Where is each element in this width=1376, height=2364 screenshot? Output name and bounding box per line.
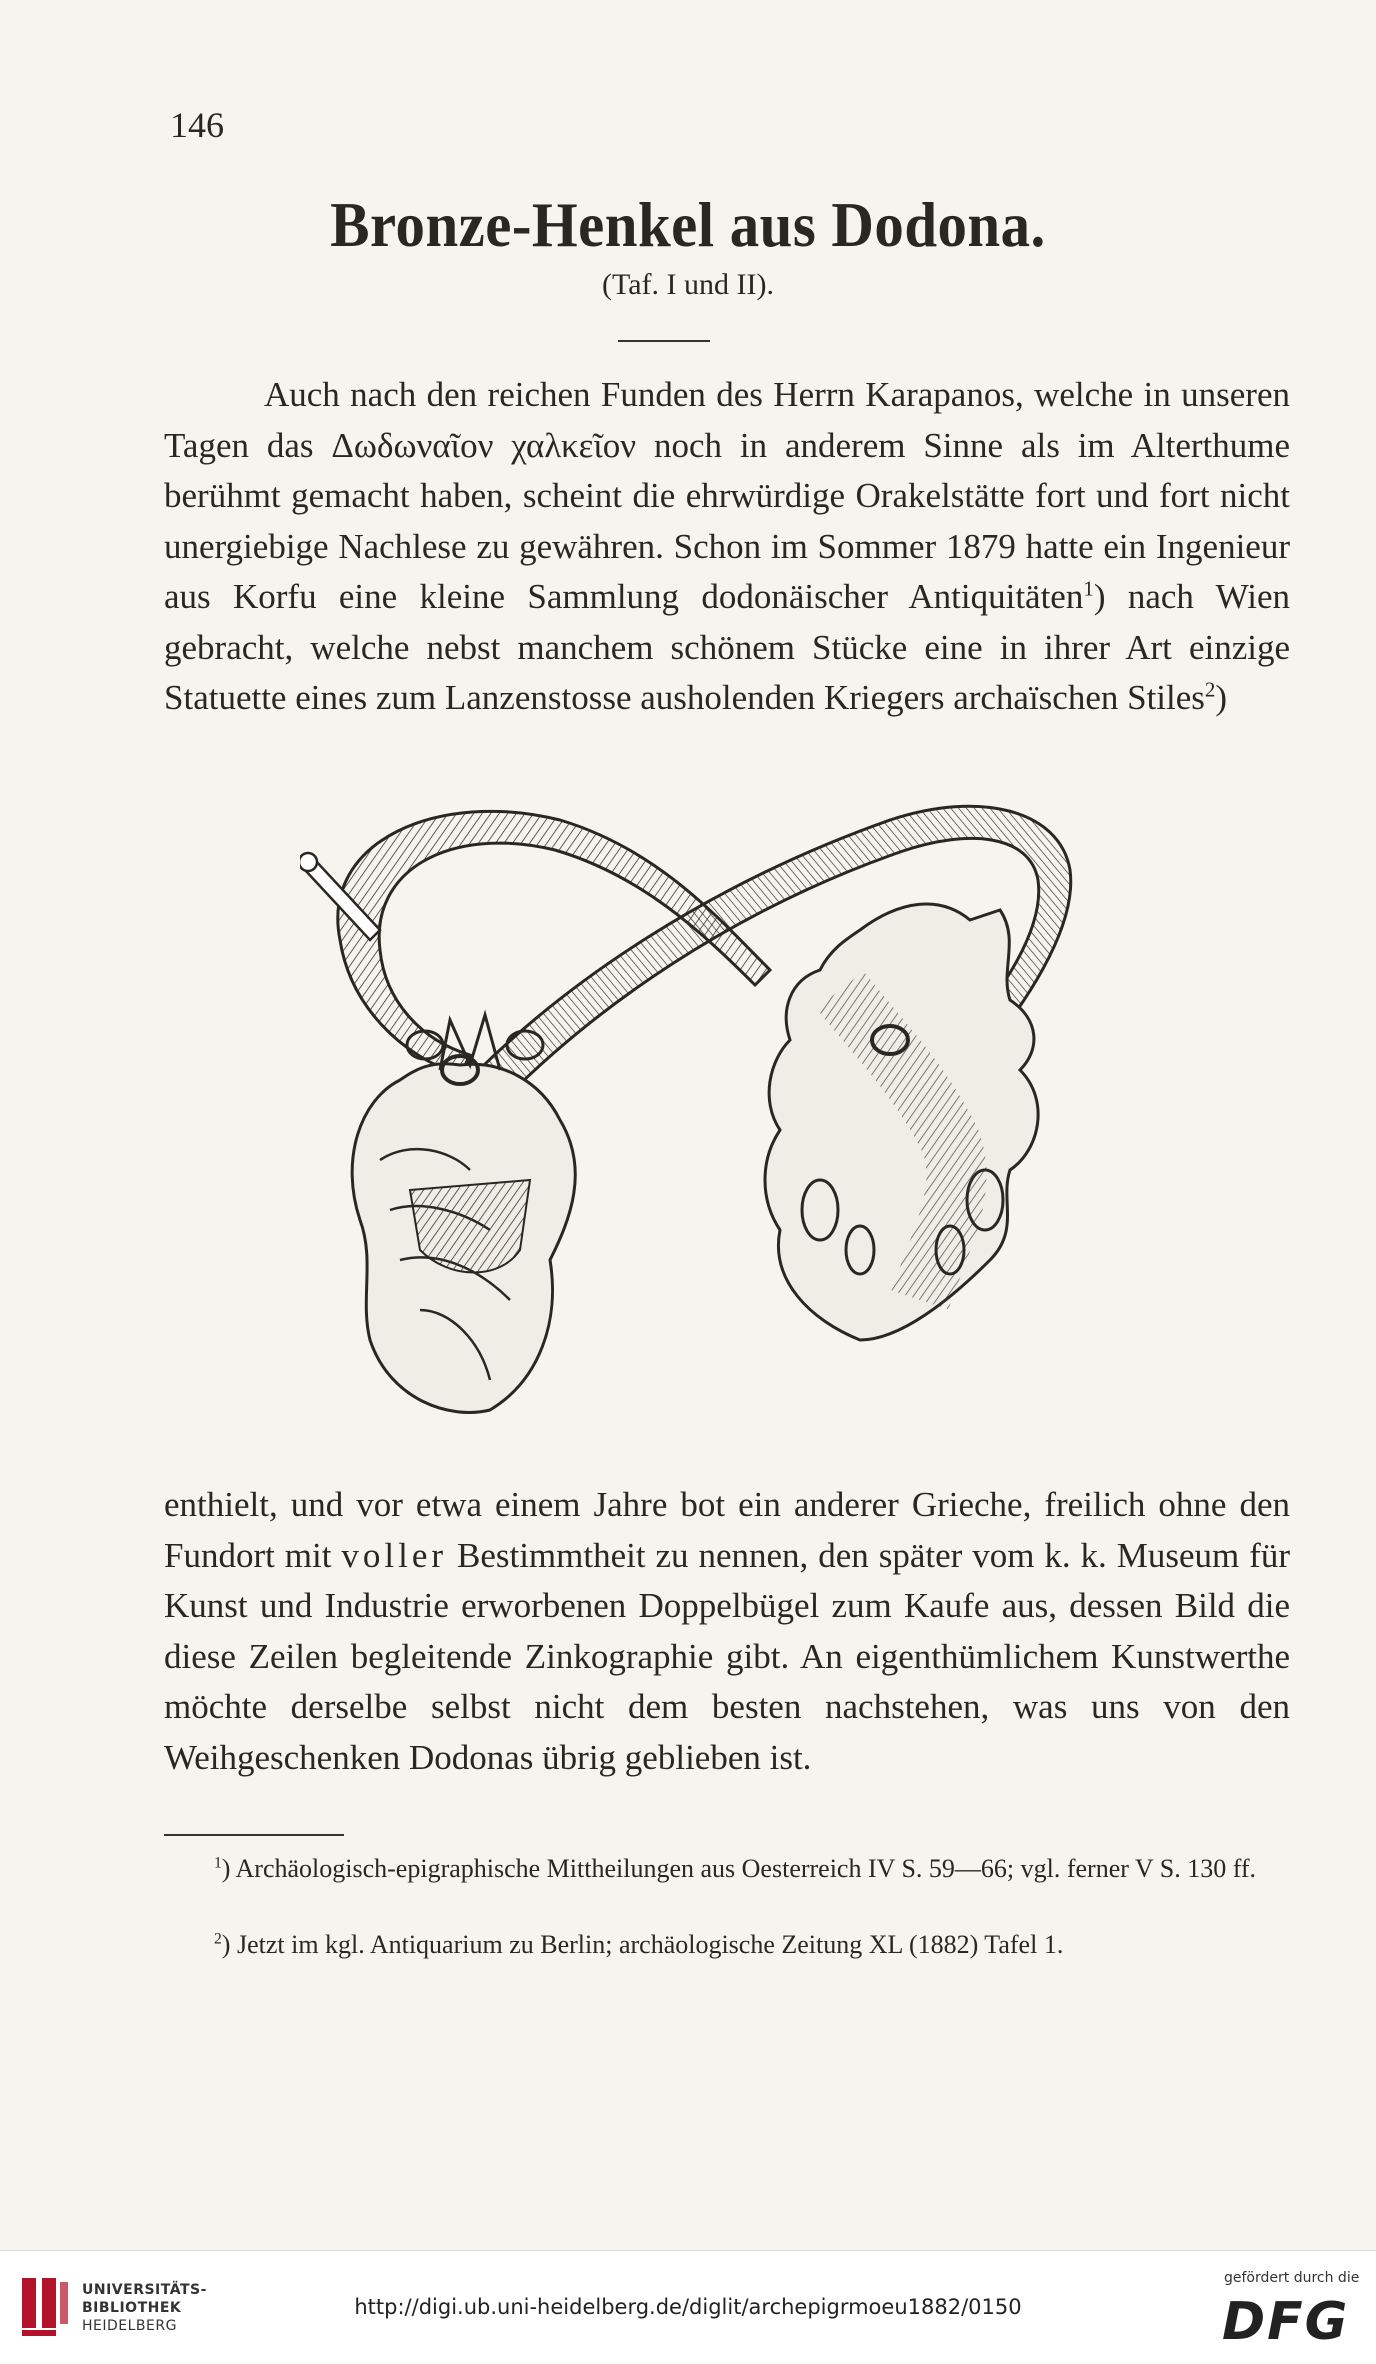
footnote-1-marker: 1	[214, 1854, 222, 1872]
paragraph-1-text-c: )	[1215, 678, 1228, 717]
paragraph-1-text-b: ) nach Wien gebracht, welche nebst manchem schönem Stücke eine in ihrer Art einzige Statuette eines zum Lanzenstosse ausholenden Kriegers archaïschen Stiles	[164, 577, 1291, 717]
footnote-divider	[164, 1834, 344, 1836]
university-name-line2: BIBLIOTHEK	[82, 2300, 182, 2316]
footnote-ref-2[interactable]: 2	[1204, 677, 1216, 702]
footnote-ref-1[interactable]: 1	[1083, 576, 1094, 601]
funded-by-label: gefördert durch die	[1224, 2270, 1360, 2286]
paragraph-1	[164, 370, 1290, 724]
footnote-1	[164, 1850, 1290, 1888]
title-divider	[618, 340, 710, 342]
paragraph-2	[164, 1480, 1290, 1783]
university-name-line3: HEIDELBERG	[82, 2318, 177, 2334]
dfg-logo[interactable]: DFG	[1222, 2292, 1350, 2352]
permalink-url[interactable]: http://digi.ub.uni-heidelberg.de/diglit/archepigrmoeu1882/0150	[354, 2295, 1022, 2319]
paragraph-1-text-a: Auch nach den reichen Funden des Herrn Karapanos, welche in unseren Tagen das Δωδωναῖον χαλκεῖον noch in anderem Sinne als im Alterthume berühmt gemacht haben, scheint die ehrwürdige Orakelstätte fort und fort nicht unergiebige Nachlese zu gewähren. Schon im Sommer 1879 hatte ein Ingenieur aus Korfu eine kleine Sammlung dodonäischer Antiquitäten	[164, 375, 1290, 616]
paragraph-2-text-b: Bestimmtheit zu nennen, den später vom k. k. Museum für Kunst und Industrie erworbenen Doppelbügel zum Kaufe aus, dessen Bild die diese Zeilen begleitende Zinkographie gibt. An eigenthümlichem Kunstwerthe möchte derselbe selbst nicht dem besten nachstehen, was uns von den Weihgeschenken Dodonas übrig geblieben ist.	[164, 1535, 1290, 1777]
university-name-line1: UNIVERSITÄTS-	[82, 2282, 207, 2298]
footnote-2	[164, 1926, 1290, 1964]
article-title: Bronze-Henkel aus Dodona.	[330, 189, 1046, 260]
page-number: 146	[170, 105, 224, 145]
bronze-handle-illustration	[300, 780, 1200, 1440]
paragraph-2-text-a: enthielt, und vor etwa einem Jahre bot ein anderer Grieche, freilich ohne den Fundort mit	[164, 1485, 1290, 1575]
article-subtitle: (Taf. I und II).	[602, 268, 774, 301]
footnote-2-marker: 2	[214, 1930, 222, 1948]
footnote-2-text: ) Jetzt im kgl. Antiquarium zu Berlin; archäologische Zeitung XL (1882) Tafel 1.	[221, 1930, 1064, 1959]
footnote-1-text: ) Archäologisch-epigraphische Mittheilungen aus Oesterreich IV S. 59—66; vgl. ferner V S. 130 ff.	[221, 1854, 1257, 1883]
paragraph-2-emphasis: voller	[341, 1535, 448, 1575]
